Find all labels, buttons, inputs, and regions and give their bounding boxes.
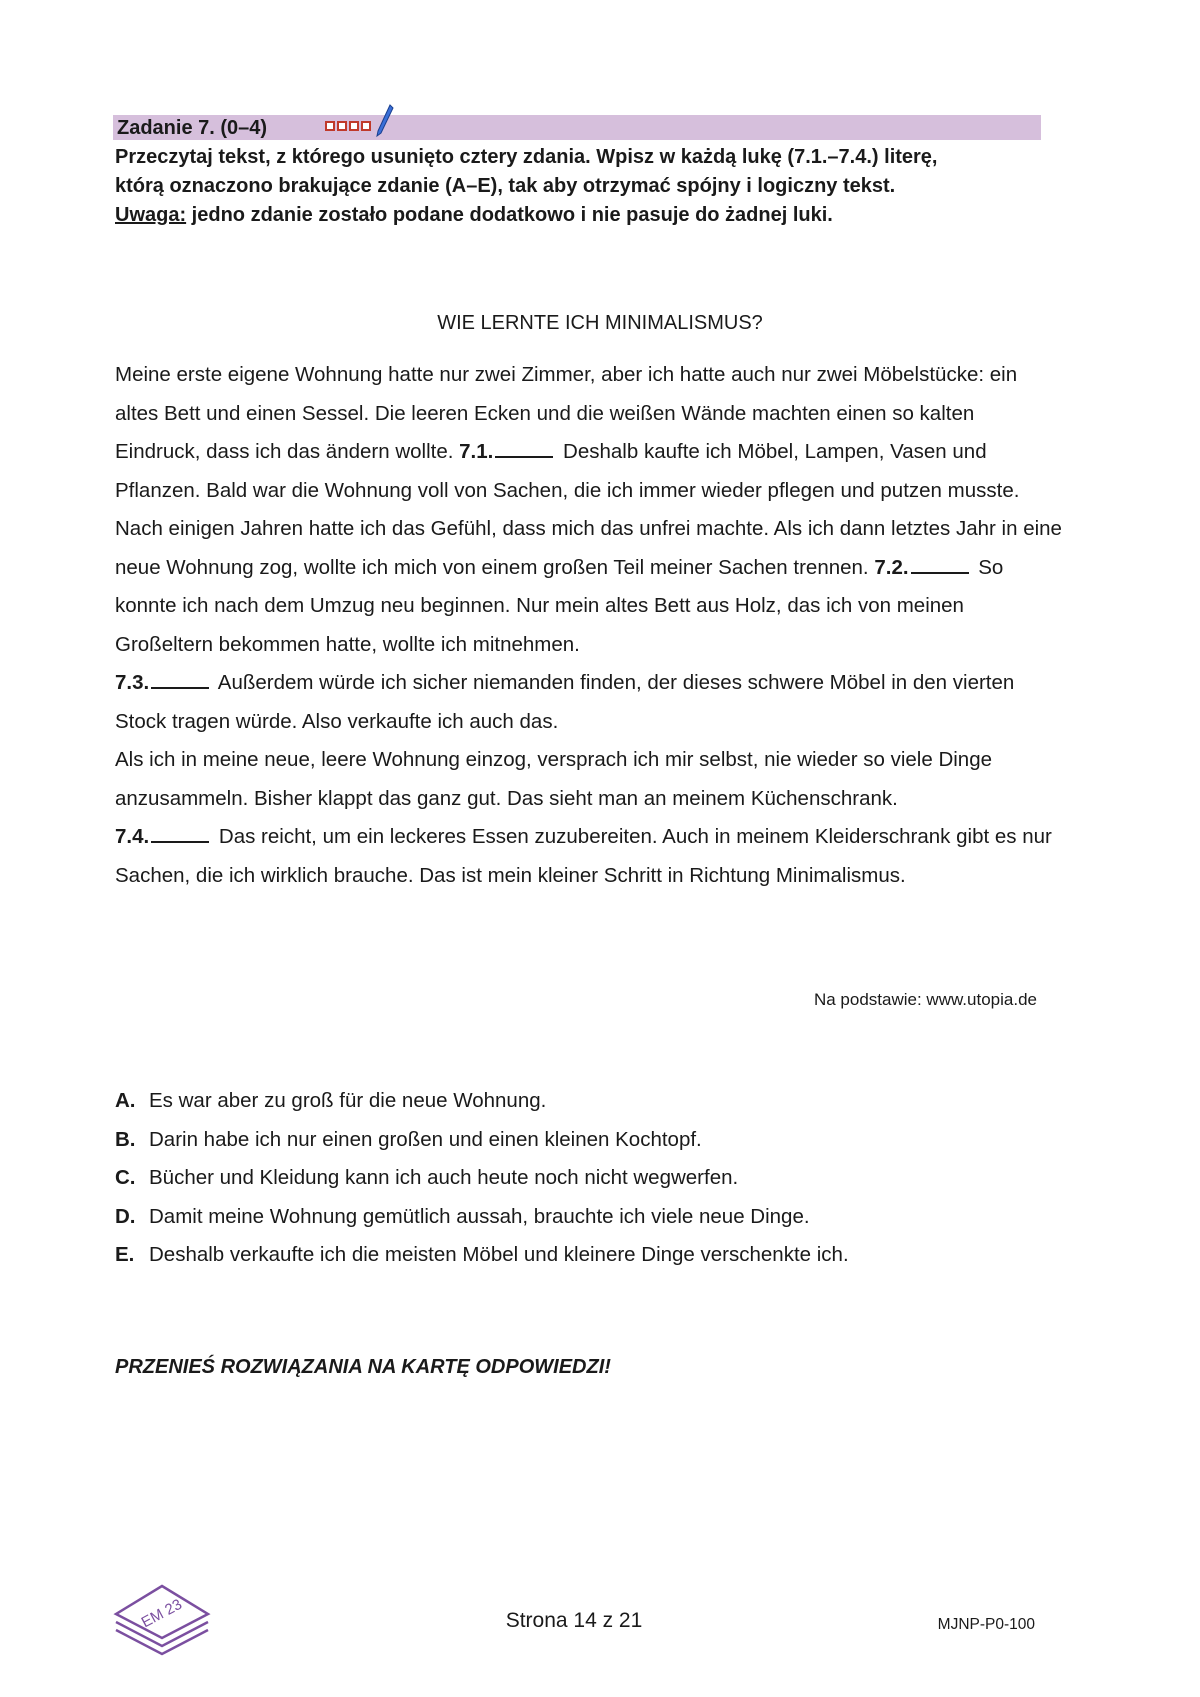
option-a: [115, 1082, 1065, 1121]
option-text: Bücher und Kleidung kann ich auch heute noch nicht wegwerfen.: [149, 1166, 739, 1189]
gap-label: 7.3.: [115, 671, 150, 694]
option-c: [115, 1159, 1065, 1198]
text-segment: So konnte ich nach dem Umzug neu beginnen. Nur mein altes Bett aus Holz, das ich von meinen Großeltern bekommen hatte, wollte ich mitnehmen.: [115, 555, 1004, 656]
gap-label: 7.4.: [115, 825, 150, 848]
text-segment: Das reicht, um ein leckeres Essen zuzubereiten. Auch in meinem Kleiderschrank gibt es nur Sachen, die ich wirklich brauche. Das ist mein kleiner Schritt in Richtung Minimalismus.: [115, 825, 1052, 887]
gap-label: 7.1.: [459, 440, 494, 463]
pen-icon: [375, 103, 395, 139]
instruction-line: którą oznaczono brakujące zdanie (A–E), tak aby otrzymać spójny i logiczny tekst.: [115, 175, 896, 197]
task-instruction: [115, 143, 1050, 230]
option-letter: A.: [115, 1089, 136, 1112]
text-segment: Außerdem würde ich sicher niemanden finden, der dieses schwere Möbel in den vierten Stock tragen würde. Also verkaufte ich auch das.: [115, 671, 1015, 733]
paragraph: [115, 510, 1065, 664]
source-note: Na podstawie: www.utopia.de: [813, 990, 1037, 1009]
option-text: Damit meine Wohnung gemütlich aussah, brauchte ich viele neue Dinge.: [149, 1204, 810, 1228]
score-box: [361, 121, 371, 131]
option-text: Darin habe ich nur einen großen und einen kleinen Kochtopf.: [149, 1127, 702, 1151]
reading-text: [115, 356, 1065, 895]
option-e: [115, 1236, 1065, 1275]
text-segment: Als ich in meine neue, leere Wohnung einzog, versprach ich mir selbst, nie wieder so viele Dinge anzusammeln. Bisher klappt das ganz gut. Das sieht man an meinem Küchenschrank.: [115, 748, 993, 810]
instruction-line: Przeczytaj tekst, z którego usunięto cztery zdania. Wpisz w każdą lukę (7.1.–7.4.) literę,: [115, 146, 938, 168]
option-letter: D.: [115, 1204, 136, 1228]
text-segment: Deshalb kaufte ich Möbel, Lampen, Vasen und Pflanzen. Bald war die Wohnung voll von Sachen, die ich immer wieder pflegen und putzen musste.: [115, 440, 1020, 502]
text-segment: Meine erste eigene Wohnung hatte nur zwei Zimmer, aber ich hatte auch nur zwei Möbelstücke: ein altes Bett und einen Sessel. Die leeren Ecken und die weißen Wände machten einen so kalten Eindruck, dass ich das ändern wollte.: [115, 363, 1018, 463]
note-text: jedno zdanie zostało podane dodatkowo i nie pasuje do żadnej luki.: [186, 204, 833, 226]
gap-label: 7.2.: [874, 555, 909, 579]
text-segment: Nach einigen Jahren hatte ich das Gefühl, dass mich das unfrei machte. Als ich dann letztes Jahr in eine neue Wohnung zog, wollte ich mich von einem großen Teil meiner Sachen trennen.: [115, 517, 1062, 579]
option-letter: C.: [115, 1166, 136, 1189]
task-header: [113, 115, 1041, 140]
score-box: [349, 121, 359, 131]
gap-blank[interactable]: [151, 669, 209, 689]
option-b: [115, 1121, 1065, 1160]
note-label: Uwaga:: [115, 204, 187, 226]
option-letter: B.: [115, 1127, 136, 1151]
paragraph: [115, 741, 1065, 818]
instruction-note: [115, 201, 1050, 230]
four-box-score-icon: [325, 121, 371, 131]
gap-blank[interactable]: [495, 438, 553, 458]
option-d: [115, 1198, 1065, 1237]
logo-text: EM 23: [138, 1595, 185, 1632]
answer-options: [115, 1082, 1065, 1275]
paragraph: [115, 664, 1065, 741]
page-number: Strona 14 z 21: [505, 1609, 643, 1632]
paragraph: [115, 818, 1065, 895]
gap-blank[interactable]: [911, 554, 969, 574]
option-letter: E.: [115, 1243, 135, 1266]
paragraph: [115, 356, 1065, 510]
option-text: Es war aber zu groß für die neue Wohnung.: [149, 1089, 547, 1112]
document-code: MJNP-P0-100: [937, 1616, 1035, 1633]
text-title: WIE LERNTE ICH MINIMALISMUS?: [437, 312, 763, 334]
transfer-notice: PRZENIEŚ ROZWIĄZANIA NA KARTĘ ODPOWIEDZI!: [115, 1356, 611, 1378]
score-box: [325, 121, 335, 131]
option-text: Deshalb verkaufte ich die meisten Möbel und kleinere Dinge verschenkte ich.: [149, 1243, 849, 1266]
gap-blank[interactable]: [151, 823, 209, 843]
score-box: [337, 121, 347, 131]
task-title: Zadanie 7. (0–4): [117, 117, 268, 139]
